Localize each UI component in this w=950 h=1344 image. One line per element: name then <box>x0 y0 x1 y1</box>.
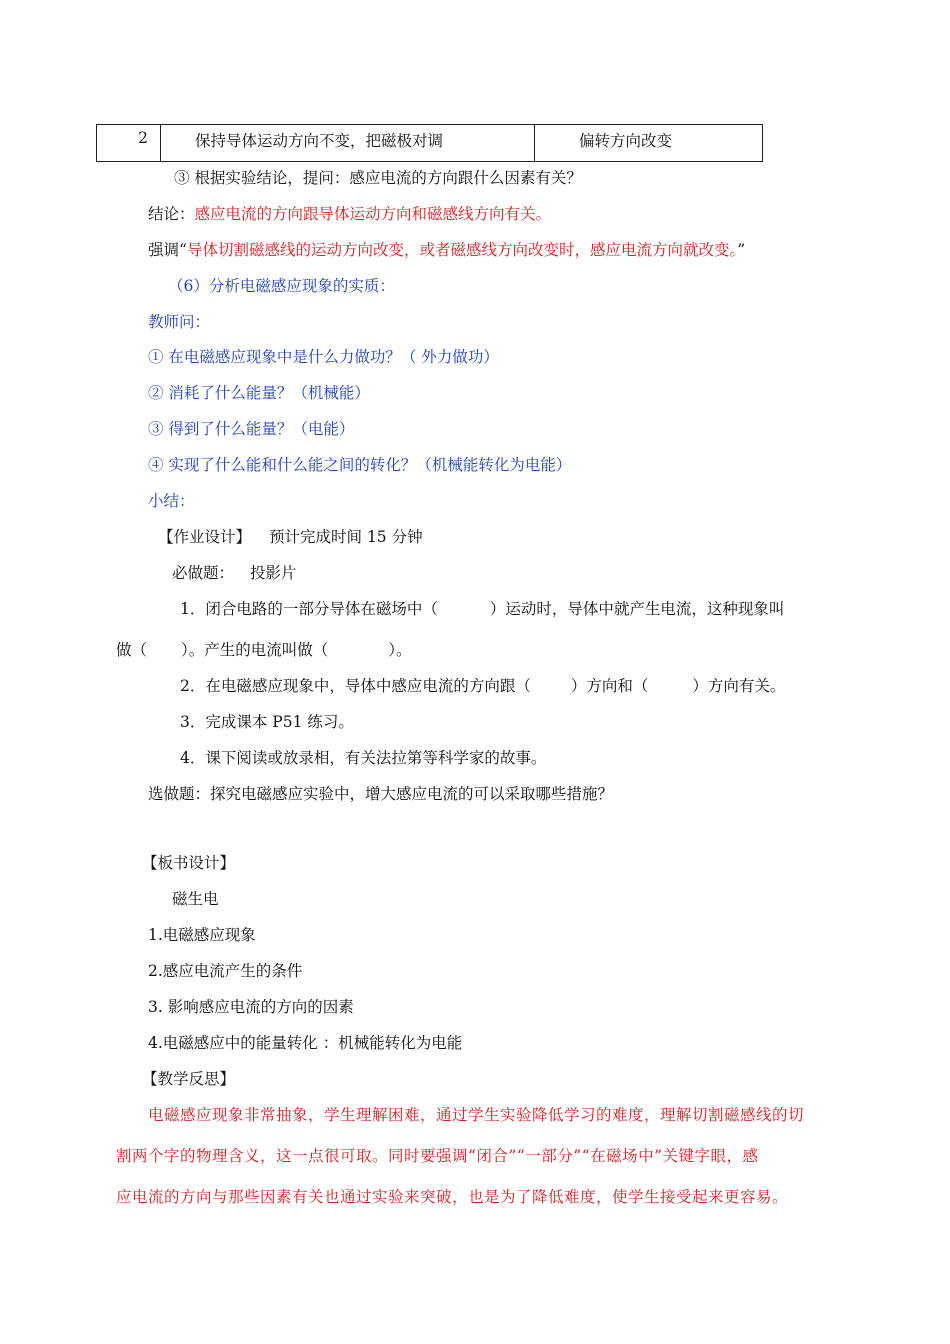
board-title: 【板书设计】 <box>142 854 236 872</box>
board-heading: 磁生电 <box>172 890 219 908</box>
required-material: 投影片 <box>250 564 297 582</box>
qa-item-2: ② 消耗了什么能量？（机械能） <box>148 384 370 402</box>
homework-q4: 4．课下阅读或放录相，有关法拉第等科学家的故事。 <box>180 749 547 767</box>
homework-q1-line2: 做（ ）。产生的电流叫做（ ）。 <box>116 641 412 659</box>
result-cell: 偏转方向改变 <box>535 125 763 162</box>
emphasis-close: ” <box>737 241 746 259</box>
homework-q3: 3．完成课本 P51 练习。 <box>180 713 354 731</box>
teacher-asks-label: 教师问： <box>148 313 211 331</box>
homework-header <box>158 525 423 547</box>
reflection-title: 【教学反思】 <box>142 1070 236 1088</box>
board-item-4: 4.电磁感应中的能量转化 ：机械能转化为电能 <box>148 1034 463 1052</box>
emphasis <box>148 238 745 260</box>
homework-q2: 2．在电磁感应现象中，导体中感应电流的方向跟（ ）方向和（ ）方向有关。 <box>180 677 786 695</box>
reflection-line-3: 应电流的方向与那些因素有关也通过实验来突破，也是为了降低难度，使学生接受起来更容易。 <box>116 1188 789 1206</box>
homework-title: 【作业设计】 <box>158 528 252 546</box>
conclusion-text: 感应电流的方向跟导体运动方向和磁感线方向有关。 <box>194 205 552 223</box>
board-item-1: 1.电磁感应现象 <box>148 926 256 944</box>
required-line <box>172 561 297 583</box>
conclusion <box>148 202 551 224</box>
operation-cell: 保持导体运动方向不变，把磁极对调 <box>161 125 535 162</box>
reflection-line-2: 割两个字的物理含义，这一点很可取。同时要强调“闭合”“一部分”“在磁场中”关键字眼，感 <box>116 1147 759 1165</box>
homework-time: 预计完成时间 15 分钟 <box>269 528 423 546</box>
experiment-table <box>96 124 763 162</box>
row-number-cell: 2 <box>97 125 161 162</box>
required-label: 必做题： <box>172 564 235 582</box>
homework-q1-line1: 1．闭合电路的一部分导体在磁场中（ ）运动时，导体中就产生电流，这种现象叫 <box>180 600 785 618</box>
emphasis-text: 导体切割磁感线的运动方向改变，或者磁感线方向改变时，感应电流方向就改变。 <box>186 241 738 259</box>
board-item-2: 2.感应电流产生的条件 <box>148 962 303 980</box>
reflection-line-1: 电磁感应现象非常抽象，学生理解困难，通过学生实验降低学习的难度，理解切割磁感线的切 <box>148 1106 805 1124</box>
table-row <box>97 125 763 162</box>
summary-label: 小结： <box>148 492 195 510</box>
qa-item-3: ③ 得到了什么能量？（电能） <box>148 420 355 438</box>
qa-item-1: ① 在电磁感应现象中是什么力做功？（ 外力做功） <box>148 348 499 366</box>
question-3: ③ 根据实验结论，提问：感应电流的方向跟什么因素有关？ <box>174 169 582 187</box>
emphasis-label: 强调“ <box>148 241 187 259</box>
board-item-3: 3. 影响感应电流的方向的因素 <box>148 998 354 1016</box>
optional-question: 选做题：探究电磁感应实验中，增大感应电流的可以采取哪些措施？ <box>148 785 614 803</box>
conclusion-label: 结论： <box>148 205 195 223</box>
section-6-heading: （6）分析电磁感应现象的实质： <box>168 277 395 295</box>
qa-item-4: ④ 实现了什么能和什么能之间的转化？（机械能转化为电能） <box>148 456 572 474</box>
